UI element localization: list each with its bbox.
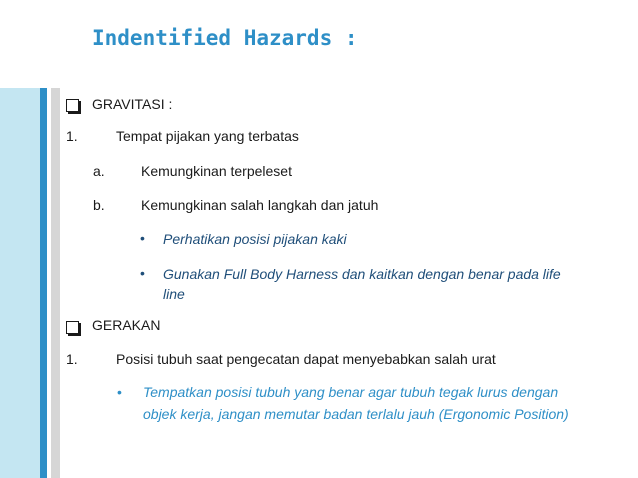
list-marker: 1. [66, 351, 78, 367]
sub-item-salah-langkah: Kemungkinan salah langkah dan jatuh [141, 197, 379, 213]
checkbox-bullet-icon [66, 321, 79, 334]
left-decor-band [0, 88, 40, 478]
tip-full-body-harness: Gunakan Full Body Harness dan kaitkan dengan benar pada life line [163, 266, 561, 302]
list-item-tempat-pijakan: Tempat pijakan yang terbatas [116, 128, 299, 144]
sub-list-marker-b: b. [93, 197, 105, 213]
bullet-icon: • [140, 230, 145, 246]
left-decor-gray-bar [51, 88, 60, 478]
slide-title: Indentified Hazards : [92, 26, 358, 50]
bullet-icon: • [140, 265, 145, 281]
tip-ergonomic-position: Tempatkan posisi tubuh yang benar agar tubuh tegak lurus dengan objek kerja, jangan memutar badan terlalu jauh (Ergonomic Position) [143, 384, 569, 422]
left-decor-blue-bar [40, 88, 47, 478]
section-heading-gravitasi: GRAVITASI : [92, 96, 173, 112]
section-heading-gerakan: GERAKAN [92, 317, 161, 333]
sub-item-terpeleset: Kemungkinan terpeleset [141, 163, 292, 179]
list-item-posisi-tubuh: Posisi tubuh saat pengecatan dapat menyebabkan salah urat [116, 351, 496, 367]
list-marker: 1. [66, 128, 78, 144]
bullet-icon: • [117, 384, 122, 400]
sub-list-marker-a: a. [93, 163, 105, 179]
tip-pijakan-kaki: Perhatikan posisi pijakan kaki [163, 231, 347, 247]
checkbox-bullet-icon [66, 99, 79, 112]
